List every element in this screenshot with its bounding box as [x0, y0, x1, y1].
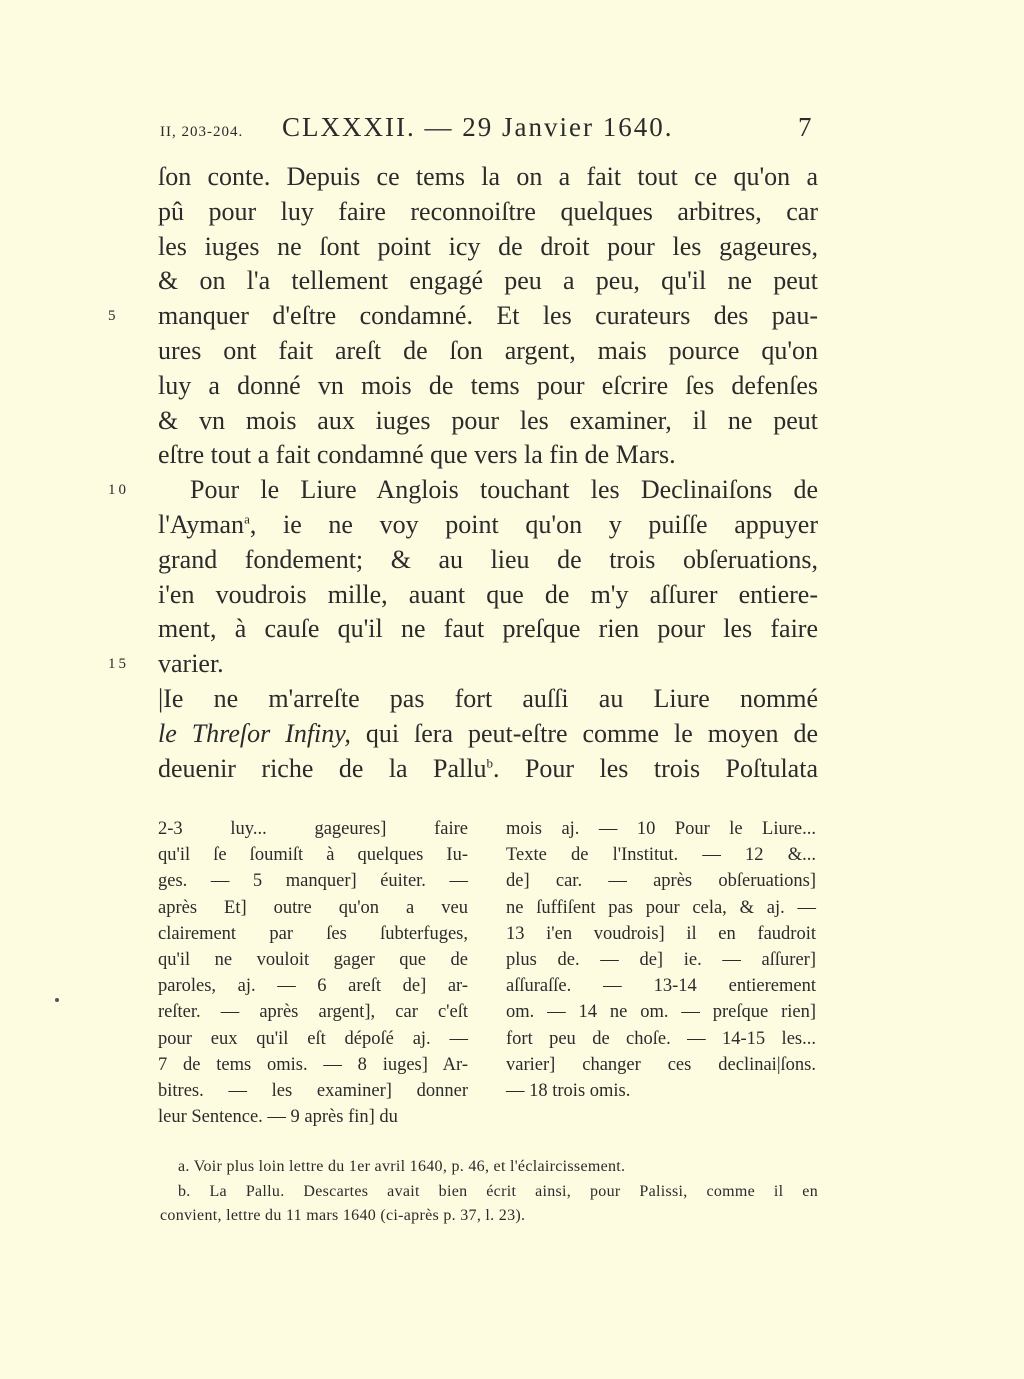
header-title: CLXXXII. — 29 Janvier 1640. [282, 112, 674, 142]
variant-line: varier] changer ces declinai|ſons. [506, 1054, 816, 1075]
variant-column-left [158, 816, 468, 1130]
variant-line: fort peu de choſe. — 14-15 les... [506, 1028, 816, 1049]
variant-column-right [506, 816, 816, 1104]
variant-line: plus de. — de] ie. — aſſurer] [506, 949, 816, 970]
footnote-mark: a [244, 511, 250, 527]
text-line [158, 752, 818, 787]
book-title: le Threſor Infiny, [158, 718, 351, 748]
footnote-b: b. La Pallu. Descartes avait bien écrit ainsi, pour Palissi, comme il en [178, 1182, 818, 1200]
footnote-a: a. Voir plus loin lettre du 1er avril 1640, p. 46, et l'éclaircissement. [178, 1158, 626, 1175]
text-line [158, 682, 818, 717]
variant-line: paroles, aj. — 6 areſt de] ar- [158, 976, 468, 997]
variant-line: 2-3 luy... gageures] faire [158, 819, 468, 839]
text-span: |Ie ne m'arreſte pas fort auſſi au Liure nommé [158, 683, 818, 713]
text-line: luy a donné vn mois de tems pour eſcrire ſes defenſes [158, 370, 818, 400]
text-line: i'en voudrois mille, auant que de m'y aſſurer entiere- [158, 579, 818, 609]
paper-speck [55, 998, 59, 1002]
variant-line: om. — 14 ne om. — preſque rien] [506, 1002, 816, 1023]
text-span: varier. [158, 649, 224, 679]
variant-line: de] car. — après obſeruations] [506, 871, 816, 892]
variant-line: qu'il ne vouloit gager que de [158, 949, 468, 970]
text-span: deuenir riche de la Pallu [158, 753, 487, 783]
line-number: 15 [108, 656, 129, 673]
text-line: & on l'a tellement engagé peu a peu, qu'il ne peut [158, 266, 818, 296]
letter-text [108, 160, 818, 786]
text-line: ures ont fait areſt de ſon argent, mais pource qu'on [158, 335, 818, 365]
footnote-mark: b [486, 754, 493, 770]
text-line: ſon conte. Depuis ce tems la on a fait tout ce qu'on a [158, 162, 818, 191]
text-line: & vn mois aux iuges pour les examiner, il ne peut [158, 405, 818, 435]
text-line: les iuges ne ſont point icy de droit pour les gageures, [158, 231, 818, 261]
footnote-b-continued: convient, lettre du 11 mars 1640 (ci-après p. 37, l. 23). [160, 1207, 526, 1224]
text-span: Pour le Liure Anglois touchant les Declinaiſons de [190, 475, 818, 505]
text-span: . Pour les trois Poſtulata [493, 753, 818, 783]
variant-line: clairement par ſes ſubterfuges, [158, 923, 468, 944]
variant-line: — 18 trois omis. [506, 1080, 631, 1101]
text-line [158, 508, 818, 543]
header-reference: II, 203-204. [160, 124, 244, 140]
variant-line: aſſuraſſe. — 13-14 entierement [506, 976, 816, 997]
text-span: , ie ne voy point qu'on y puiſſe appuyer [249, 509, 818, 539]
text-span: qui ſera peut-eſtre comme le moyen de [350, 718, 818, 748]
text-line: pû pour luy faire reconnoiſtre quelques arbitres, car [158, 196, 818, 226]
variant-line: Texte de l'Institut. — 12 &... [506, 845, 816, 866]
text-line [108, 473, 818, 508]
variant-line: 13 i'en voudrois] il en faudroit [506, 923, 816, 944]
variant-line: reſter. — après argent], car c'eſt [158, 1002, 468, 1023]
variant-line: mois aj. — 10 Pour le Liure... [506, 819, 816, 839]
text-line: grand fondement; & au lieu de trois obſeruations, [158, 544, 818, 574]
line-number: 10 [108, 482, 129, 499]
variant-line: pour eux qu'il eſt dépoſé aj. — [158, 1028, 468, 1049]
footnotes [160, 1155, 818, 1229]
text-line [108, 299, 818, 334]
variant-line: ne ſuffiſent pas pour cela, & aj. — [506, 897, 816, 918]
variant-line: leur Sentence. — 9 après fin] du [158, 1107, 398, 1128]
page-number: 7 [798, 112, 812, 142]
text-line: ment, à cauſe qu'il ne faut preſque rien pour les faire [158, 614, 818, 644]
variant-line: bitres. — les examiner] donner [158, 1080, 468, 1101]
line-number: 5 [108, 308, 119, 325]
variant-line: ges. — 5 manquer] éuiter. — [158, 871, 468, 892]
text-line [108, 647, 818, 682]
text-line [158, 717, 818, 752]
variant-line: 7 de tems omis. — 8 iuges] Ar- [158, 1054, 468, 1075]
text-span: manquer d'eſtre condamné. Et les curateurs des pau- [158, 301, 818, 331]
variant-line: qu'il ſe ſoumiſt à quelques Iu- [158, 845, 468, 866]
text-line: eſtre tout a fait condamné que vers la fin de Mars. [158, 440, 676, 470]
running-header [0, 112, 1024, 148]
variant-line: après Et] outre qu'on a veu [158, 897, 468, 918]
text-span: l'Ayman [158, 509, 245, 539]
